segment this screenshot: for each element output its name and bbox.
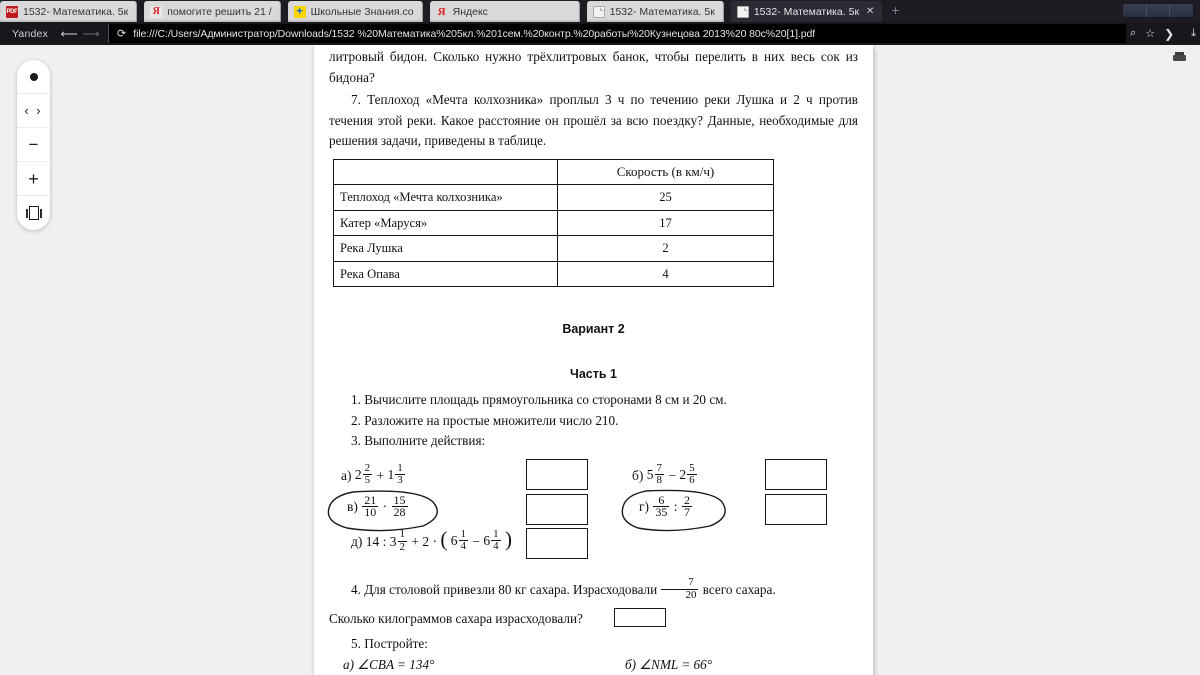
plus-icon: + [28, 168, 39, 189]
zoom-in-tool[interactable] [17, 162, 50, 196]
table-cell-speed: 25 [558, 185, 774, 211]
task-7: 7. Теплоход «Мечта колхозника» проплыл 3 ч по течению реки Лушка и 2 ч против течения этой реки. Какое расстояние он прошёл за всю поездку? Данные, необходимые для решения задачи, приведены в таблице. [329, 92, 858, 148]
denominator: 28 [393, 505, 406, 519]
tab-gap [580, 1, 587, 22]
numerator: 2 [364, 461, 371, 474]
tab-title: помогите решить 21 / [167, 5, 272, 18]
numerator: 1 [460, 527, 466, 540]
chevron-right-icon[interactable]: ❯ [1164, 26, 1175, 41]
browser-tab-5[interactable] [587, 1, 724, 22]
print-icon[interactable] [1173, 52, 1186, 62]
denominator: 4 [493, 540, 499, 552]
expr-b-term1 [646, 461, 665, 488]
tab-gap [281, 1, 288, 22]
answer-box-task4[interactable] [614, 608, 666, 627]
fit-page-icon [26, 206, 42, 220]
part-title: Часть 1 [570, 366, 617, 381]
browser-tab-6-active[interactable] [731, 1, 883, 22]
new-tab-button[interactable]: + [891, 2, 900, 18]
browser-tab-2[interactable] [144, 1, 280, 22]
table-row [334, 261, 774, 287]
task-4 [329, 578, 858, 603]
document-icon [737, 6, 749, 18]
table-cell-name: Река Опава [334, 261, 558, 287]
expr-d-text2: + 2 · [411, 533, 437, 549]
table-row [334, 236, 774, 262]
denominator: 4 [460, 540, 466, 552]
znanija-icon: ✦ [294, 6, 306, 18]
expr-v-operator: · [382, 498, 388, 514]
whole: 5 [646, 467, 654, 483]
expr-g-operator: : [673, 498, 678, 514]
window-controls[interactable] [1122, 3, 1194, 18]
numerator: 6 [653, 495, 669, 508]
numerator: 1 [493, 527, 499, 540]
task-3-expressions [329, 454, 858, 560]
pdf-viewer [0, 45, 1200, 675]
tab-gap [423, 1, 430, 22]
reload-icon[interactable]: ⟳ [117, 28, 127, 40]
maximize-button[interactable] [1147, 4, 1171, 17]
yandex-icon: Я [437, 5, 446, 18]
expr-b-label: б) [632, 467, 644, 483]
tab-title: Школьные Знания.co [310, 5, 414, 18]
numerator: 7 [656, 461, 662, 474]
numerator: 21 [364, 492, 377, 507]
task-2: 2. Разложите на простые множители число 210. [351, 412, 619, 428]
forward-arrow-icon[interactable]: ⟶ [82, 26, 100, 41]
task-5-items [329, 655, 858, 675]
star-icon[interactable]: ☆ [1145, 28, 1156, 40]
expr-a-operator: + [376, 467, 385, 483]
close-icon[interactable]: ✕ [866, 5, 875, 17]
tab-gap [724, 1, 731, 22]
minimize-button[interactable] [1123, 4, 1147, 17]
close-window-button[interactable] [1170, 4, 1193, 17]
table-cell-name: Катер «Маруся» [334, 210, 558, 236]
denominator: 8 [656, 474, 662, 486]
denominator: 3 [397, 474, 403, 486]
pdf-page [314, 45, 873, 675]
numerator: 1 [399, 528, 406, 541]
expr-d [351, 527, 512, 555]
browser-tab-4[interactable] [430, 1, 580, 22]
expr-d-term2 [483, 527, 501, 554]
expr-b [632, 461, 698, 488]
expr-d-operator: − [472, 533, 480, 549]
task-5-b: б) ∠NML = 66° [625, 657, 712, 673]
expr-d-label: д) [351, 533, 363, 549]
tab-strip [0, 0, 1200, 22]
minus-icon: − [28, 134, 39, 154]
numerator: 15 [393, 492, 406, 507]
variant-title: Вариант 2 [562, 322, 625, 336]
expr-a-term1 [354, 461, 373, 488]
paragraph-continued: литровый бидон. Сколько нужно трёхлитровых банок, чтобы перелить в них весь сок из бидона? [329, 49, 858, 85]
table-cell-speed: 17 [558, 210, 774, 236]
expr-b-operator: − [668, 467, 676, 483]
whole: 2 [679, 467, 687, 483]
task-1: 1. Вычислите площадь прямоугольника со сторонами 8 см и 20 см. [351, 392, 727, 407]
denominator: 5 [364, 474, 371, 486]
expr-b-term2 [679, 461, 697, 488]
table-row [334, 185, 774, 211]
table-header-speed: Скорость (в км/ч) [558, 159, 774, 185]
browser-tab-1[interactable] [0, 1, 137, 22]
browser-brand-label: Yandex [12, 27, 49, 40]
table-cell-name: Река Лушка [334, 236, 558, 262]
tab-gap [137, 1, 144, 22]
expr-a-term2 [387, 461, 406, 488]
task-4-question-row [329, 608, 858, 630]
open-paren: ( [440, 527, 448, 552]
omnibox-actions [1130, 27, 1200, 41]
task-4-text2: всего сахара. [702, 581, 776, 597]
answer-box-v[interactable] [526, 494, 588, 525]
answer-box-g[interactable] [765, 494, 827, 525]
expr-v [347, 492, 409, 520]
dot-icon [30, 73, 38, 81]
browser-tab-3[interactable] [288, 1, 423, 22]
numerator: 7 [661, 577, 698, 590]
whole: 6 [450, 533, 458, 549]
denominator: 35 [655, 505, 668, 519]
table-header-row [334, 159, 774, 185]
zoom-out-tool[interactable] [17, 128, 50, 162]
task-4-question: Сколько килограммов сахара израсходовали? [329, 611, 583, 627]
numerator: 5 [689, 461, 695, 474]
table-cell-speed: 2 [558, 236, 774, 262]
address-bar[interactable] [108, 24, 1126, 43]
expr-g-label: г) [639, 498, 650, 514]
numerator: 2 [683, 492, 690, 507]
whole: 6 [483, 533, 491, 549]
tab-title: 1532- Математика. 5к [609, 5, 715, 18]
denominator: 20 [685, 588, 697, 601]
expr-d-text1: 14 : 3 [365, 533, 397, 549]
fit-page-tool[interactable] [17, 196, 50, 230]
prev-next-icon: ‹ › [24, 103, 43, 118]
table-row [334, 210, 774, 236]
document-icon [593, 6, 605, 18]
page-nav-tool[interactable] [17, 94, 50, 128]
zoom-icon[interactable]: ⌕ [1130, 27, 1137, 39]
answer-box-a[interactable] [526, 459, 588, 490]
url-text: file:///C:/Users/Администратор/Downloads/1532 %20Математика%205кл.%201сем.%20контр.%20работы%20Кузнецова 2013%20 80с%20[1].pdf [133, 27, 816, 40]
speed-table [333, 159, 774, 288]
tab-title: Яндекс [452, 5, 488, 18]
expr-d-term1 [450, 527, 469, 554]
table-cell-name: Теплоход «Мечта колхозника» [334, 185, 558, 211]
task-5-a: а) ∠CBA = 134° [343, 657, 435, 673]
pointer-tool[interactable] [17, 60, 50, 94]
table-cell-speed: 4 [558, 261, 774, 287]
expr-a [341, 461, 406, 488]
task-5-title: 5. Постройте: [351, 635, 428, 651]
expr-v-label: в) [347, 498, 358, 514]
denominator: 2 [399, 540, 406, 553]
navigation-bar [0, 22, 1200, 45]
viewer-toolbar [17, 60, 50, 230]
expr-a-label: а) [341, 467, 352, 483]
browser-chrome [0, 0, 1200, 45]
whole: 2 [354, 467, 362, 483]
task-4-text1: 4. Для столовой привезли 80 кг сахара. Израсходовали [351, 581, 658, 597]
answer-box-b[interactable] [765, 459, 827, 490]
denominator: 10 [364, 505, 377, 519]
tab-title: 1532- Математика. 5к [753, 5, 860, 18]
task-3-title: 3. Выполните действия: [351, 433, 486, 448]
numerator: 1 [397, 461, 403, 474]
yandex-q-icon: Я [150, 6, 162, 18]
expr-g [639, 492, 693, 520]
download-icon[interactable]: ⤓ [1191, 27, 1196, 39]
denominator: 7 [683, 505, 690, 519]
answer-box-d[interactable] [526, 528, 588, 559]
tab-title: 1532- Математика. 5к [23, 5, 129, 18]
table-header-blank [334, 159, 558, 185]
whole: 1 [387, 467, 395, 483]
close-paren: ) [505, 527, 512, 552]
back-arrow-icon[interactable]: ⟵ [60, 26, 78, 41]
denominator: 6 [689, 474, 695, 486]
pdf-icon: PDF [6, 6, 18, 18]
